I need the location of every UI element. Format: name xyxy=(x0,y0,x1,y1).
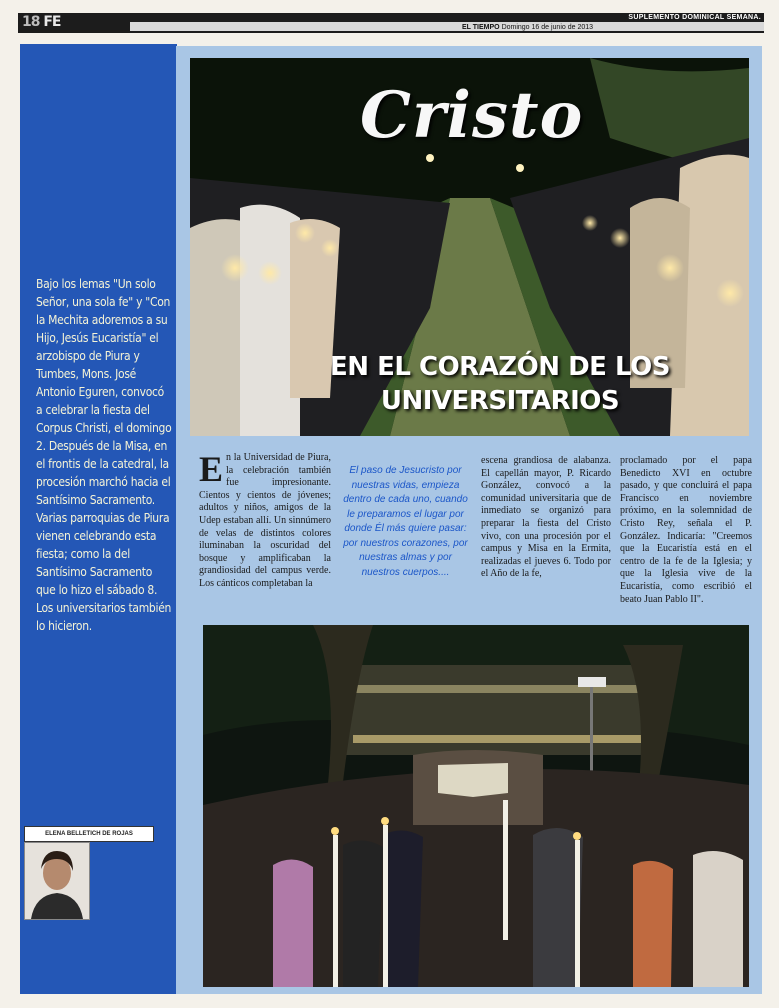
page-number: 18 FE xyxy=(22,14,61,30)
article-column-3: escena grandiosa de alabanza. El capellán mayor, P. Ricardo González, convocó a la comunidad universitaria que de inmediato se organizó para preparar la fiesta del Cristo vivo, con una procesión por el campus y Misa en la Ermita, realizadas el jueves 6. Todo por el Año de la fe, xyxy=(481,455,611,580)
headline-title: Cristo xyxy=(360,78,584,153)
drop-cap: E xyxy=(199,449,224,489)
headline-subtitle: EN EL CORAZÓN DE LOS UNIVERSITARIOS xyxy=(330,352,670,416)
candle-vigil-photo xyxy=(190,58,749,436)
author-photo xyxy=(24,842,90,920)
article-text: n la Universidad de Piura, la celebración también fue impresionante. Cientos y cientos de jóvenes; adultos y niños, amigos de la Udep estaban allí. Un sinnúmero de velas de distintos colores iluminaban la oscuridad del bosque y amplificaban la grandiosidad del campus verde. Los cánticos completaban la xyxy=(199,452,331,589)
article-column-4: proclamado por el papa Benedicto XVI en octubre pasado, y que concluirá el papa Francisco en noviembre próximo, en la solemnidad de Cristo Rey, señala el P. González. Indicaría: "Creemos que la Eucaristía está en el centro de la fe de la Iglesia; y que la Iglesia vive de la Eucaristía, como escribió el beato Juan Pablo II". xyxy=(620,455,752,605)
author-byline: ELENA BELLETICH DE ROJAS xyxy=(24,826,154,842)
procession-photo xyxy=(203,625,749,987)
header-subbar xyxy=(130,22,764,31)
sidebar-lead: Bajo los lemas "Un solo Señor, una sola fe" y "Con la Mechita adoremos a su Hijo, Jesús Eucaristía" el arzobispo de Piura y Tumbes, Mons. José Antonio Eguren, convocó a celebrar la fiesta del Corpus Christi, el domingo 2. Después de la Misa, en el frontis de la catedral, la procesión marchó hacia el Santísimo Sacramento. Varias parroquias de Piura vienen celebrando esta fiesta; como la del Santísimo Sacramento que lo hizo el sábado 8. Los universitarios también lo hicieron. xyxy=(36,277,172,633)
article-column-1 xyxy=(199,449,331,591)
supplement-name: SUPLEMENTO DOMINICAL SEMANA. xyxy=(628,14,761,21)
pull-quote: El paso de Jesucristo por nuestras vidas, empieza dentro de cada uno, cuando le preparamos el lugar por donde Él más quiere pasar: por nuestros corazones, por nuestras almas y por nuestros cuerpos.... xyxy=(343,465,468,578)
newspaper-date: EL TIEMPO Domingo 16 de junio de 2013 xyxy=(462,24,594,31)
